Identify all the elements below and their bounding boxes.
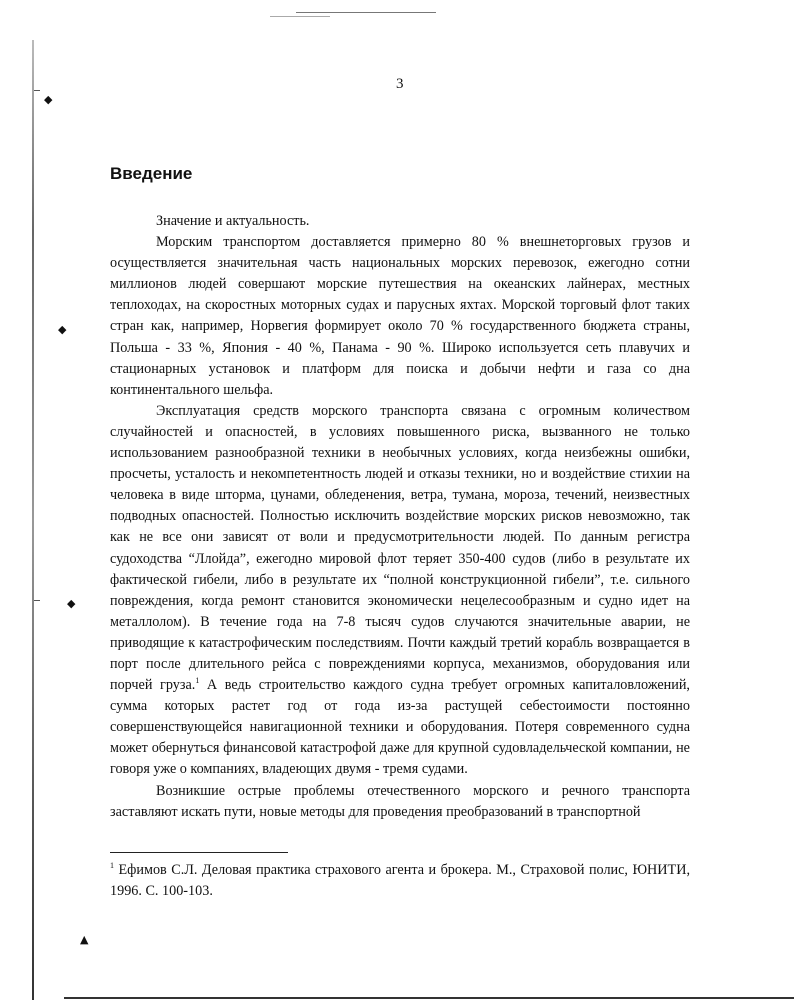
page-number: 3 xyxy=(396,76,404,92)
body-text xyxy=(110,211,690,823)
footnote xyxy=(110,860,690,902)
scan-line-bottom xyxy=(64,997,794,999)
footnote-reference[interactable]: 1 xyxy=(195,676,200,686)
scan-tick xyxy=(34,90,40,91)
paragraph-subtitle: Значение и актуальность. xyxy=(156,213,310,229)
scan-line-top xyxy=(296,12,436,13)
footnote-text: Ефимов С.Л. Деловая практика страхового агента и брокера. М., Страховой полис, ЮНИТИ, 1996. С. 100-103. xyxy=(110,862,691,899)
scan-line-top-secondary xyxy=(270,16,330,17)
scan-tick xyxy=(34,600,40,601)
scan-line-left xyxy=(32,40,34,1000)
section-heading: Введение xyxy=(110,164,193,183)
punch-hole-mark-icon: ◆ xyxy=(67,597,76,610)
paragraph-text: А ведь строительство каждого судна требует огромных капиталовложений, сумма которых растет год от года из-за растущей себестоимости постоянно совершенствующейся навигационной техники и оборудования. Потеря современного судна может обернуться финансовой катастрофой даже для крупной судовладельческой компании, не говоря уже о компаниях, владеющих двумя - тремя судами. xyxy=(110,677,690,778)
footnote-marker: 1 xyxy=(110,861,114,870)
paragraph xyxy=(110,401,690,781)
punch-hole-mark-icon: ◆ xyxy=(44,93,53,106)
paragraph-text: Эксплуатация средств морского транспорта связана с огромным количеством случайностей и опасностей, в условиях повышенного риска, вызванного не только использованием разнообразной техники в необычных условиях, когда неизбежны ошибки, просчеты, усталость и некомпетентность людей и отказы техники, но и воздействие стихии на человека в виде шторма, цунами, обледенения, ветра, тумана, мороза, течений, неизвестных подводных опасностей. Полностью исключить воздействие морских рисков невозможно, так как не все они зависят от воли и предусмотрительности людей. По данным регистра судоходства “Ллойда”, ежегодно мировой флот теряет 350-400 судов (либо в результате их фактической гибели, либо в результате их “полной конструкционной гибели”, т.е. сильного повреждения, когда ремонт становится экономически нецелесообразным и судно идет на металлолом). В течение года на 7-8 тысяч судов случаются значительные аварии, не приводящие к катастрофическим последствиям. Почти каждый третий корабль возвращается в порт после длительного рейса с повреждениями корпуса, механизмов, оборудования или порчей груза. xyxy=(110,402,690,694)
punch-hole-mark-icon: ▲ xyxy=(80,933,89,946)
paragraph: Морским транспортом доставляется примерно 80 % внешнеторговых грузов и осуществляется значительная часть национальных морских перевозок, ежегодно сотни миллионов людей совершают морские путешествия на океанских лайнерах, местных теплоходах, на скоростных моторных судах и парусных яхтах. Морской торговый флот таких стран как, например, Норвегия формирует около 70 % государственного бюджета страны, Польша - 33 %, Япония - 40 %, Панама - 90 %. Широко используется сеть плавучих и стационарных установок и платформ для поиска и добычи нефти и газа со дна континентального шельфа. xyxy=(110,234,690,398)
punch-hole-mark-icon: ◆ xyxy=(58,323,67,336)
footnote-separator xyxy=(110,852,288,853)
paragraph: Возникшие острые проблемы отечественного морского и речного транспорта заставляют искать пути, новые методы для проведения преобразований в транспортной xyxy=(110,782,690,820)
